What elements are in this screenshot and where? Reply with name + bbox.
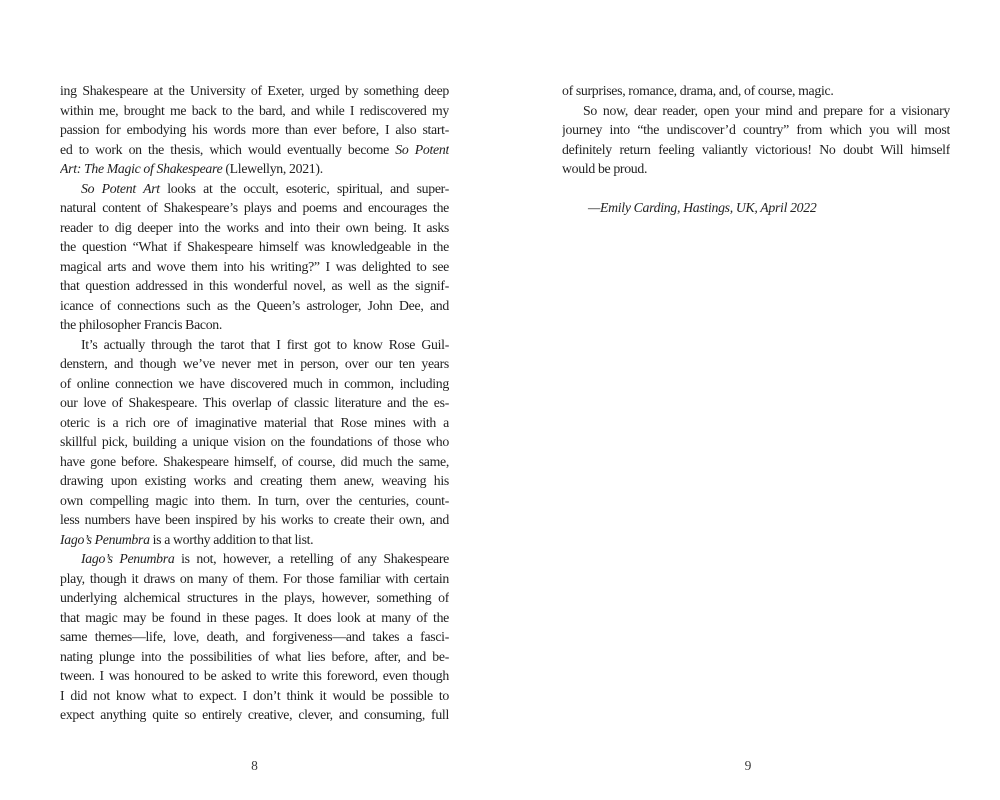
page-number-right: 9 (744, 758, 752, 773)
text-line (60, 101, 449, 121)
text-line (562, 159, 950, 179)
text-run: expect anything quite so entirely creative, clever, and consuming, full (60, 707, 449, 722)
text-run: icance of connections such as the Queen’s astrologer, John Dee, and (60, 297, 449, 313)
text-line (60, 666, 449, 686)
text-line (60, 179, 449, 199)
italic-text-run: So Potent Art (81, 180, 160, 196)
text-run: nating plunge into the possibilities of what lies before, after, and be- (60, 648, 449, 664)
page-number-left: 8 (251, 758, 258, 773)
text-line (60, 588, 449, 608)
text-run: the philosopher Francis Bacon. (60, 317, 223, 332)
text-line (60, 549, 449, 569)
text-line (60, 686, 449, 706)
text-line (60, 569, 449, 589)
text-line (60, 198, 449, 218)
text-run: It’s actually through the tarot that I first got to know Rose Guil- (81, 336, 449, 352)
page-left-text-column (60, 81, 449, 725)
text-line (60, 627, 449, 647)
text-line (60, 159, 449, 179)
text-run: ed to work on the thesis, which would eventually become (60, 141, 396, 157)
text-run: passion for embodying his words more than ever before, I also start- (60, 122, 449, 137)
text-line (562, 101, 950, 121)
text-line (562, 120, 950, 140)
text-line (60, 647, 449, 667)
text-run: definitely return feeling valiantly victorious! No doubt Will himself (562, 141, 950, 157)
text-line (60, 120, 449, 140)
text-line (60, 81, 449, 101)
text-line (562, 81, 950, 101)
text-run: own compelling magic into them. In turn, over the centuries, count- (60, 492, 449, 508)
text-run: reader to dig deeper into the works and into their own being. It asks (60, 219, 449, 235)
italic-text-run: So Potent (395, 141, 449, 157)
text-run: is a worthy addition to that list. (149, 531, 314, 547)
italic-text-run: Art: The Magic of Shakespeare (60, 161, 223, 176)
text-run: is not, however, a retelling of any Shakespeare (174, 551, 449, 566)
text-run: natural content of Shakespeare’s plays and poems and encourages the (60, 200, 449, 215)
text-run: that question addressed in this wonderful novel, as well as the signif- (60, 278, 449, 293)
text-line (60, 218, 449, 238)
text-run: underlying alchemical structures in the plays, however, something of (60, 590, 449, 605)
text-line (60, 354, 449, 374)
text-line (60, 608, 449, 628)
text-run: have gone before. Shakespeare himself, of course, did much the same, (60, 453, 449, 469)
italic-text-run: —Emily Carding, Hastings, UK, April 2022 (588, 200, 817, 215)
text-run: tween. I was honoured to be asked to write this foreword, even though (60, 668, 449, 683)
text-line (60, 530, 449, 550)
text-run: that magic may be found in these pages. It does look at many of the (60, 609, 449, 625)
text-run: drawing upon existing works and creating them anew, weaving his (60, 473, 449, 488)
text-run: skillful pick, building a unique vision on the foundations of those who (60, 434, 449, 449)
text-line (60, 471, 449, 491)
text-line (60, 432, 449, 452)
text-run: oteric is a rich ore of imaginative material that Rose mines with a (60, 414, 449, 430)
text-run: same themes—life, love, death, and forgiveness—and takes a fasci- (60, 629, 449, 644)
text-line (60, 335, 449, 355)
text-line (60, 413, 449, 433)
text-run: less numbers have been inspired by his works to create their own, and (60, 512, 449, 527)
text-run: journey into “the undiscover’d country” from which you will most (562, 122, 950, 137)
text-line (60, 510, 449, 530)
text-line (60, 705, 449, 725)
text-run: I did not know what to expect. I don’t think it would be possible to (60, 687, 449, 703)
text-line (60, 393, 449, 413)
text-run: play, though it draws on many of them. For those familiar with certain (60, 570, 449, 586)
text-run: So now, dear reader, open your mind and prepare for a visionary (583, 102, 950, 118)
text-run: of online connection we have discovered much in common, including (60, 375, 449, 391)
attribution-line (562, 198, 950, 218)
text-run: the question “What if Shakespeare himself was knowledgeable in the (60, 239, 449, 254)
text-run: our love of Shakespeare. This overlap of classic literature and the es- (60, 395, 449, 410)
text-line (562, 140, 950, 160)
text-run: denstern, and though we’ve never met in person, over our ten years (60, 356, 449, 371)
text-run: ing Shakespeare at the University of Exeter, urged by something deep (60, 83, 449, 98)
text-run: (Llewellyn, 2021). (222, 161, 323, 176)
text-line (60, 237, 449, 257)
italic-text-run: Iago’s Penumbra (81, 551, 175, 566)
text-line (60, 276, 449, 296)
text-line (60, 491, 449, 511)
text-run: magical arts and wove them into his writing?” I was delighted to see (60, 258, 449, 274)
text-line (60, 257, 449, 277)
text-run: looks at the occult, esoteric, spiritual, and super- (159, 180, 449, 196)
text-run: within me, brought me back to the bard, and while I rediscovered my (60, 102, 449, 118)
text-line (60, 315, 449, 335)
text-line (60, 374, 449, 394)
text-line (60, 452, 449, 472)
text-line (60, 296, 449, 316)
italic-text-run: Iago’s Penumbra (60, 531, 150, 547)
page-right-text-column (562, 81, 950, 218)
text-run: would be proud. (562, 161, 648, 176)
text-run: of surprises, romance, drama, and, of course, magic. (562, 83, 834, 98)
text-line (60, 140, 449, 160)
